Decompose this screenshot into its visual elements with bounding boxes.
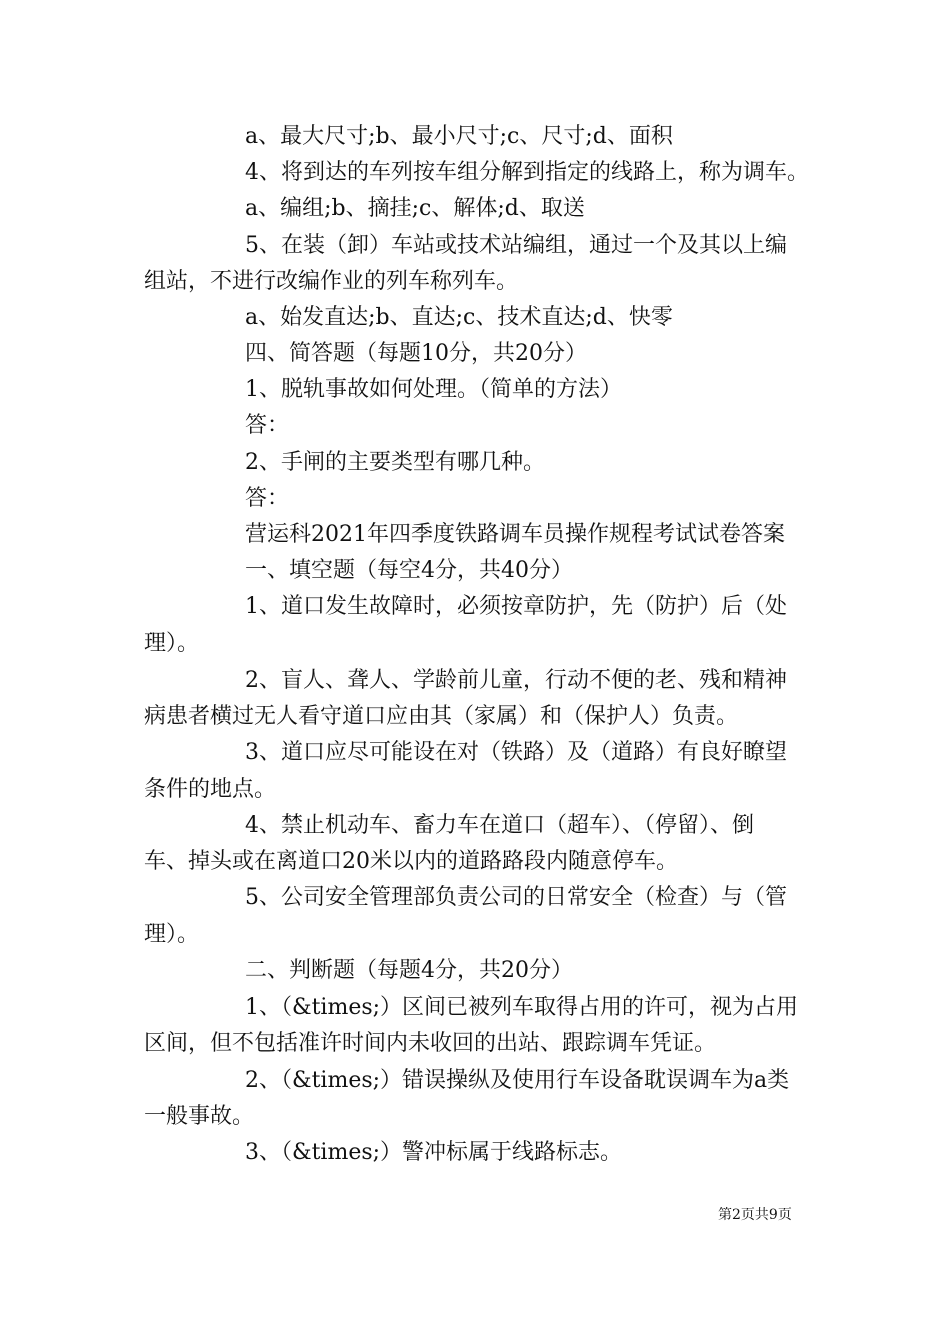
text-line: 3、道口应尽可能设在对（铁路）及（道路）有良好瞭望 <box>245 740 787 765</box>
text-line: 车、掉头或在离道口20米以内的道路路段内随意停车。 <box>144 849 678 874</box>
text-line: a、始发直达;b、直达;c、技术直达;d、快零 <box>245 305 673 330</box>
text-line: 2、盲人、聋人、学龄前儿童，行动不便的老、残和精神 <box>245 668 787 693</box>
text-line: 病患者横过无人看守道口应由其（家属）和（保护人）负责。 <box>144 704 739 729</box>
text-line: 区间，但不包括准许时间内未收回的出站、跟踪调车凭证。 <box>144 1031 717 1056</box>
text-line: 4、将到达的车列按车组分解到指定的线路上，称为调车。 <box>245 160 809 185</box>
text-line: a、编组;b、摘挂;c、解体;d、取送 <box>245 196 585 221</box>
text-line: 3、（&times;）警冲标属于线路标志。 <box>245 1140 623 1165</box>
text-line: 5、公司安全管理部负责公司的日常安全（检查）与（管 <box>245 885 787 910</box>
document-title: 营运科2021年四季度铁路调车员操作规程考试试卷答案 <box>245 522 785 547</box>
text-line: 1、（&times;）区间已被列车取得占用的许可，视为占用 <box>245 995 799 1020</box>
text-line: 条件的地点。 <box>144 777 277 802</box>
text-line: 5、在装（卸）车站或技术站编组，通过一个及其以上编 <box>245 233 787 258</box>
text-line: 4、禁止机动车、畜力车在道口（超车）、（停留）、倒 <box>245 813 754 838</box>
page-footer: 第2页共9页 <box>718 1207 792 1223</box>
text-line: 答： <box>245 413 290 438</box>
text-line: 答： <box>245 486 290 511</box>
section-heading: 一、填空题（每空4分，共40分） <box>245 558 573 583</box>
text-line: 2、手闸的主要类型有哪几种。 <box>245 450 545 475</box>
section-heading: 二、判断题（每题4分，共20分） <box>245 958 573 983</box>
text-line: 组站，不进行改编作业的列车称列车。 <box>144 269 519 294</box>
section-heading: 四、简答题（每题10分，共20分） <box>245 341 587 366</box>
text-line: 理）。 <box>144 922 200 947</box>
text-line: 理）。 <box>144 631 200 656</box>
text-line: a、最大尺寸;b、最小尺寸;c、尺寸;d、面积 <box>245 124 673 149</box>
text-line: 1、脱轨事故如何处理。（简单的方法） <box>245 377 622 402</box>
text-line: 1、道口发生故障时，必须按章防护，先（防护）后（处 <box>245 594 787 619</box>
text-line: 2、（&times;）错误操纵及使用行车设备耽误调车为a类 <box>245 1068 790 1093</box>
text-line: 一般事故。 <box>144 1104 255 1129</box>
